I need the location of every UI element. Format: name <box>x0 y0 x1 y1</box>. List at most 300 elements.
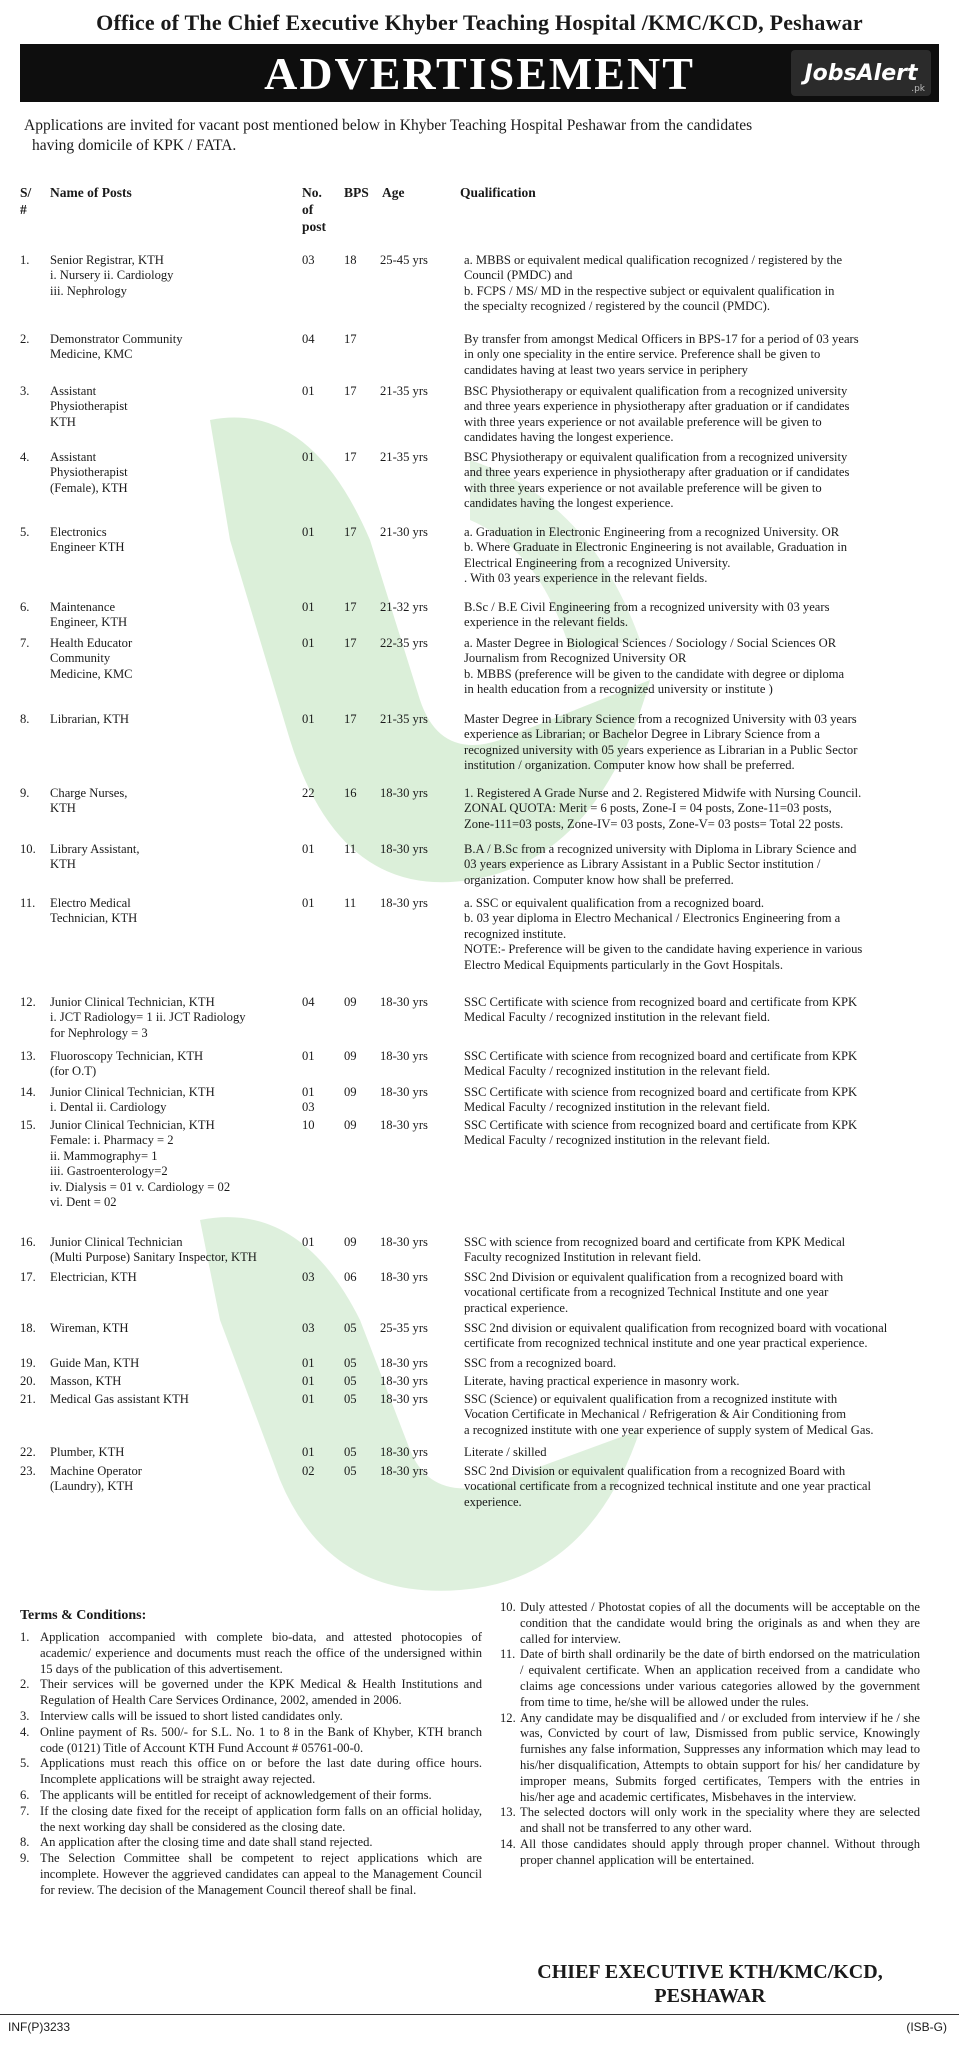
cell-line: experience. <box>464 1494 522 1509</box>
cell-age: 18-30 yrs <box>380 842 428 856</box>
cell-line: 01 <box>302 1049 315 1063</box>
cell-num: 20. <box>20 1374 36 1388</box>
cell-num: 23. <box>20 1464 36 1478</box>
cell-num: 6. <box>20 600 30 614</box>
term-text: Interview calls will be issued to short listed candidates only. <box>40 1708 343 1723</box>
cell-line: organization. Computer know how shall be preferred. <box>464 872 734 887</box>
cell-num: 9. <box>20 786 30 800</box>
cell-line: 01 <box>302 1356 315 1370</box>
signature-block <box>500 1960 920 2008</box>
cell-age: 21-35 yrs <box>380 450 428 464</box>
cell-no <box>302 384 342 399</box>
cell-line: Literate, having practical experience in masonry work. <box>464 1374 740 1388</box>
cell-line: 01 <box>302 712 315 726</box>
cell-name <box>50 896 290 927</box>
cell-line: Plumber, KTH <box>50 1445 125 1459</box>
cell-line: Medical Gas assistant KTH <box>50 1392 189 1406</box>
cell-no <box>302 1270 342 1285</box>
cell-bps: 05 <box>344 1392 357 1406</box>
cell-line: 01 <box>302 636 315 650</box>
cell-line: a. Graduation in Electronic Engineering from a recognized University. OR <box>464 525 840 539</box>
cell-line: (for O.T) <box>50 1064 97 1079</box>
term-number: 7. <box>20 1803 30 1818</box>
cell-bps: 09 <box>344 1049 357 1063</box>
cell-no <box>302 995 342 1010</box>
cell-line: experience as Librarian; or Bachelor Degree in Library Science from a <box>464 727 820 742</box>
cell-num: 2. <box>20 332 30 346</box>
cell-line: SSC 2nd Division or equivalent qualification from a recognized Board with <box>464 1464 846 1478</box>
cell-line: Junior Clinical Technician, KTH <box>50 1118 215 1132</box>
cell-line: ZONAL QUOTA: Merit = 6 posts, Zone-I = 04 posts, Zone-11=03 posts, <box>464 801 832 816</box>
cell-line: (Multi Purpose) Sanitary Inspector, KTH <box>50 1250 257 1265</box>
cell-no <box>302 1049 342 1064</box>
cell-age: 18-30 yrs <box>380 1392 428 1406</box>
cell-bps: 05 <box>344 1464 357 1478</box>
cell-num: 19. <box>20 1356 36 1370</box>
term-text: The Selection Committee shall be competent to reject applications which are incomplete. However the aggrieved candidates can appeal to the Management Council for review. The decision of the Management Council thereof shall be final. <box>40 1851 482 1897</box>
term-number: 5. <box>20 1756 30 1771</box>
cell-age: 18-30 yrs <box>380 1464 428 1478</box>
cell-line: By transfer from amongst Medical Officers in BPS-17 for a period of 03 years <box>464 332 859 346</box>
cell-line: 01 <box>302 600 315 614</box>
cell-qual <box>464 600 940 631</box>
cell-no <box>302 896 342 911</box>
cell-line: Medicine, KMC <box>50 347 133 362</box>
cell-qual <box>464 1392 940 1438</box>
term-item <box>500 1711 920 1806</box>
cell-qual <box>464 1321 940 1352</box>
cell-line: Demonstrator Community <box>50 332 183 346</box>
header-no <box>302 184 326 235</box>
cell-line: for Nephrology = 3 <box>50 1025 148 1040</box>
cell-num: 18. <box>20 1321 36 1335</box>
cell-name <box>50 332 290 363</box>
signature-line-2: PESHAWAR <box>654 1985 766 2007</box>
cell-name <box>50 1270 290 1285</box>
cell-line: 03 <box>302 1270 315 1284</box>
cell-num: 7. <box>20 636 30 650</box>
cell-name <box>50 1118 290 1210</box>
term-text: If the closing date fixed for the receipt of application form falls on an official holiday, the next working day shall be considered as the closing date. <box>40 1803 482 1834</box>
cell-line: b. FCPS / MS/ MD in the respective subject or equivalent qualification in <box>464 283 835 298</box>
cell-line: b. Where Graduate in Electronic Engineering is not available, Graduation in <box>464 540 848 555</box>
cell-line: 01 <box>302 1235 315 1249</box>
cell-line: the specialty recognized / registered by the council (PMDC). <box>464 299 771 314</box>
cell-name <box>50 1235 290 1266</box>
cell-name <box>50 253 290 299</box>
cell-line: Engineer, KTH <box>50 615 128 630</box>
cell-line: SSC Certificate with science from recognized board and certificate from KPK <box>464 1085 858 1099</box>
cell-line: Council (PMDC) and <box>464 268 573 283</box>
cell-no <box>302 786 342 801</box>
term-text: Online payment of Rs. 500/- for S.L. No. 1 to 8 in the Bank of Khyber, KTH branch code (0121) Title of Account KTH Fund Account # 05761-00-0. <box>40 1724 482 1755</box>
cell-num: 4. <box>20 450 30 464</box>
cell-bps: 05 <box>344 1356 357 1370</box>
cell-no <box>302 1085 342 1116</box>
cell-line: Machine Operator <box>50 1464 142 1478</box>
cell-num: 15. <box>20 1118 36 1132</box>
cell-no <box>302 712 342 727</box>
term-number: 8. <box>20 1835 30 1850</box>
cell-line: Faculty recognized Institution in relevant field. <box>464 1250 702 1265</box>
cell-line: Electro Medical Equipments particularly in the Govt Hospitals. <box>464 957 783 972</box>
cell-line: 02 <box>302 1464 315 1478</box>
cell-line: Medicine, KMC <box>50 666 133 681</box>
cell-line: Literate / skilled <box>464 1445 547 1459</box>
cell-age: 18-30 yrs <box>380 786 428 800</box>
header-sno-2: # <box>20 202 27 217</box>
cell-line: B.Sc / B.E Civil Engineering from a recognized university with 03 years <box>464 600 830 614</box>
cell-bps: 16 <box>344 786 357 800</box>
cell-bps: 18 <box>344 253 357 267</box>
term-number: 14. <box>500 1836 516 1851</box>
cell-name <box>50 1392 290 1407</box>
term-number: 12. <box>500 1710 516 1725</box>
cell-age: 18-30 yrs <box>380 1049 428 1063</box>
cell-line: Health Educator <box>50 636 133 650</box>
cell-bps: 09 <box>344 1085 357 1099</box>
cell-line: 03 <box>302 253 315 267</box>
cell-line: Maintenance <box>50 600 116 614</box>
term-number: 13. <box>500 1805 516 1820</box>
cell-line: Journalism from Recognized University OR <box>464 651 687 666</box>
term-text: The selected doctors will only work in the speciality where they are selected and shall not be transferred to any other ward. <box>520 1805 920 1836</box>
cell-line: 10 <box>302 1118 315 1132</box>
logo-text: JobsAlert <box>804 60 918 86</box>
cell-line: iii. Nephrology <box>50 283 127 298</box>
term-number: 4. <box>20 1724 30 1739</box>
cell-no <box>302 332 342 347</box>
term-text: Their services will be governed under the KPK Medical & Health Institutions and Regulation of Health Care Services Ordinance, 2002, amended in 2006. <box>40 1677 482 1708</box>
term-item <box>20 1851 482 1898</box>
cell-line: SSC from a recognized board. <box>464 1356 617 1370</box>
cell-num: 14. <box>20 1085 36 1099</box>
cell-line: Fluoroscopy Technician, KTH <box>50 1049 204 1063</box>
cell-line: b. MBBS (preference will be given to the candidate with degree or diploma <box>464 666 845 681</box>
cell-qual <box>464 636 940 698</box>
cell-bps: 09 <box>344 1118 357 1132</box>
cell-bps: 09 <box>344 995 357 1009</box>
cell-line: Librarian, KTH <box>50 712 130 726</box>
cell-qual <box>464 842 940 888</box>
cell-qual <box>464 1085 940 1116</box>
cell-line: experience in the relevant fields. <box>464 615 628 630</box>
cell-num: 10. <box>20 842 36 856</box>
cell-name <box>50 995 290 1041</box>
header-no-1: No. <box>302 185 322 200</box>
cell-bps: 17 <box>344 636 357 650</box>
header-no-3: post <box>302 219 327 234</box>
cell-no <box>302 636 342 651</box>
cell-line: Library Assistant, <box>50 842 140 856</box>
cell-line: Zone-111=03 posts, Zone-IV= 03 posts, Zone-V= 03 posts= Total 22 posts. <box>464 816 844 831</box>
term-item <box>20 1725 482 1757</box>
header-no-2: of <box>302 202 314 217</box>
cell-line: KTH <box>50 801 76 816</box>
cell-line: Electronics <box>50 525 107 539</box>
cell-line: in health education from a recognized university or institute ) <box>464 682 773 697</box>
cell-line: candidates having the longest experience. <box>464 496 674 511</box>
cell-line: SSC (Science) or equivalent qualification from a recognized institute with <box>464 1392 838 1406</box>
cell-line: a. Master Degree in Biological Sciences / Sociology / Social Sciences OR <box>464 636 837 650</box>
cell-qual <box>464 995 940 1026</box>
cell-line: and three years experience in physiotherapy after graduation or if candidates <box>464 399 850 414</box>
footer-rule <box>0 2014 959 2015</box>
cell-qual <box>464 332 940 378</box>
cell-bps: 17 <box>344 332 357 346</box>
term-text: Date of birth shall ordinarily be the date of birth endorsed on the matriculation / equivalent certificate. When an application received from a candidate who claims age concessions under various categories allowed by the government from time to time, he/she will be allowed under the rules. <box>520 1647 920 1709</box>
footer-code-left: INF(P)3233 <box>8 2020 71 2034</box>
cell-line: 03 <box>302 1100 315 1115</box>
cell-name <box>50 1445 290 1460</box>
term-item <box>20 1677 482 1709</box>
cell-line: Charge Nurses, <box>50 786 128 800</box>
cell-line: i. JCT Radiology= 1 ii. JCT Radiology <box>50 1010 246 1025</box>
cell-line: SSC Certificate with science from recognized board and certificate from KPK <box>464 995 858 1009</box>
cell-line: with three years experience or not available preference will be given to <box>464 480 822 495</box>
cell-bps: 17 <box>344 450 357 464</box>
cell-name <box>50 1356 290 1371</box>
cell-line: SSC with science from recognized board and certificate from KPK Medical <box>464 1235 846 1249</box>
cell-bps: 09 <box>344 1235 357 1249</box>
cell-age: 18-30 yrs <box>380 1270 428 1284</box>
cell-line: 01 <box>302 842 315 856</box>
cell-line: Engineer KTH <box>50 540 125 555</box>
cell-age: 18-30 yrs <box>380 1445 428 1459</box>
cell-line: certificate from recognized technical institute and one year practical experience. <box>464 1336 868 1351</box>
cell-line: b. 03 year diploma in Electro Mechanical / Electronics Engineering from a <box>464 911 841 926</box>
terms-right-column <box>500 1600 920 1869</box>
cell-line: 01 <box>302 450 315 464</box>
signature-line-1: CHIEF EXECUTIVE KTH/KMC/KCD, <box>537 1961 883 1983</box>
cell-age: 25-35 yrs <box>380 1321 428 1335</box>
cell-no <box>302 1235 342 1250</box>
cell-line: vocational certificate from a recognized technical institute and one year practical <box>464 1479 871 1494</box>
cell-name <box>50 1374 290 1389</box>
cell-bps: 05 <box>344 1445 357 1459</box>
cell-line: Senior Registrar, KTH <box>50 253 164 267</box>
cell-age: 18-30 yrs <box>380 1356 428 1370</box>
cell-line: i. Dental ii. Cardiology <box>50 1100 167 1115</box>
cell-line: Junior Clinical Technician <box>50 1235 183 1249</box>
cell-num: 12. <box>20 995 36 1009</box>
cell-name <box>50 1321 290 1336</box>
office-title: Office of The Chief Executive Khyber Teaching Hospital /KMC/KCD, Peshawar <box>96 10 863 35</box>
cell-line: Junior Clinical Technician, KTH <box>50 995 215 1009</box>
cell-line: Assistant <box>50 384 97 398</box>
cell-age: 18-30 yrs <box>380 1374 428 1388</box>
cell-num: 16. <box>20 1235 36 1249</box>
term-item <box>20 1804 482 1836</box>
term-number: 1. <box>20 1630 30 1644</box>
term-number: 10. <box>500 1600 516 1614</box>
jobsalert-logo <box>791 50 931 96</box>
term-number: 2. <box>20 1677 30 1692</box>
cell-line: vi. Dent = 02 <box>50 1195 117 1210</box>
cell-line: SSC Certificate with science from recognized board and certificate from KPK <box>464 1118 858 1132</box>
cell-line: 04 <box>302 332 315 346</box>
cell-num: 21. <box>20 1392 36 1406</box>
cell-qual <box>464 786 940 832</box>
cell-no <box>302 600 342 615</box>
cell-line: with three years experience or not available preference will be given to <box>464 414 822 429</box>
advertisement-banner <box>20 44 939 102</box>
term-item <box>20 1709 482 1725</box>
term-number: 6. <box>20 1787 30 1802</box>
cell-bps: 17 <box>344 525 357 539</box>
header-sno <box>20 184 31 218</box>
cell-qual <box>464 384 940 446</box>
cell-no <box>302 1374 342 1389</box>
cell-bps: 17 <box>344 384 357 398</box>
cell-line: iv. Dialysis = 01 v. Cardiology = 02 <box>50 1179 231 1194</box>
cell-line: Medical Faculty / recognized institution in the relevant field. <box>464 1064 771 1079</box>
cell-bps: 05 <box>344 1321 357 1335</box>
cell-line: ii. Mammography= 1 <box>50 1148 158 1163</box>
cell-line: Medical Faculty / recognized institution in the relevant field. <box>464 1100 771 1115</box>
footer-code-right: (ISB-G) <box>906 2020 947 2034</box>
term-item <box>500 1647 920 1710</box>
cell-qual <box>464 1445 940 1460</box>
cell-line: Masson, KTH <box>50 1374 122 1388</box>
term-number: 9. <box>20 1851 30 1866</box>
cell-line: Master Degree in Library Science from a recognized University with 03 years <box>464 712 857 726</box>
term-text: Duly attested / Photostat copies of all the documents will be acceptable on the condition that the candidate would bring the originals as and when they are called for interview. <box>520 1600 920 1646</box>
header-age: Age <box>382 185 405 200</box>
cell-line: 04 <box>302 995 315 1009</box>
cell-line: i. Nursery ii. Cardiology <box>50 268 174 283</box>
cell-line: 01 <box>302 1392 315 1406</box>
logo-sub: .pk <box>911 84 925 94</box>
cell-line: candidates having the longest experience. <box>464 430 674 445</box>
cell-line: Technician, KTH <box>50 911 138 926</box>
cell-no <box>302 842 342 857</box>
cell-qual <box>464 896 940 973</box>
cell-name <box>50 712 290 727</box>
cell-line: 01 <box>302 1374 315 1388</box>
cell-no <box>302 1356 342 1371</box>
cell-num: 13. <box>20 1049 36 1063</box>
cell-line: vocational certificate from a recognized Technical Institute and one year <box>464 1285 829 1300</box>
term-item <box>20 1756 482 1788</box>
cell-line: (Laundry), KTH <box>50 1479 134 1494</box>
cell-qual <box>464 525 940 587</box>
cell-age: 22-35 yrs <box>380 636 428 650</box>
cell-line: Female: i. Pharmacy = 2 <box>50 1133 174 1148</box>
cell-num: 3. <box>20 384 30 398</box>
cell-line: Wireman, KTH <box>50 1321 129 1335</box>
banner-title: ADVERTISEMENT <box>264 47 695 99</box>
header-name: Name of Posts <box>50 185 132 200</box>
term-number: 3. <box>20 1708 30 1723</box>
cell-line: 03 <box>302 1321 315 1335</box>
cell-line: 1. Registered A Grade Nurse and 2. Registered Midwife with Nursing Council. <box>464 786 862 800</box>
cell-age: 21-35 yrs <box>380 384 428 398</box>
term-number: 11. <box>500 1647 516 1662</box>
cell-line: Community <box>50 651 111 666</box>
cell-line: BSC Physiotherapy or equivalent qualification from a recognized university <box>464 450 848 464</box>
cell-line: . With 03 years experience in the relevant fields. <box>464 571 708 586</box>
cell-line: SSC 2nd Division or equivalent qualification from a recognized board with <box>464 1270 844 1284</box>
cell-line: in only one speciality in the entire service. Preference shall be given to <box>464 347 821 362</box>
cell-line: BSC Physiotherapy or equivalent qualification from a recognized university <box>464 384 848 398</box>
cell-line: Guide Man, KTH <box>50 1356 140 1370</box>
cell-line: 01 <box>302 896 315 910</box>
cell-line: 01 <box>302 1085 315 1099</box>
cell-qual <box>464 712 940 774</box>
cell-bps: 11 <box>344 842 357 856</box>
cell-name <box>50 786 290 817</box>
cell-age: 25-45 yrs <box>380 253 428 267</box>
cell-line: Physiotherapist <box>50 465 128 480</box>
cell-line: Medical Faculty / recognized institution in the relevant field. <box>464 1133 771 1148</box>
cell-num: 5. <box>20 525 30 539</box>
cell-line: Medical Faculty / recognized institution in the relevant field. <box>464 1010 771 1025</box>
cell-line: B.A / B.Sc from a recognized university with Diploma in Library Science and <box>464 842 857 856</box>
cell-no <box>302 1118 342 1133</box>
cell-qual <box>464 1049 940 1080</box>
cell-name <box>50 1049 290 1080</box>
cell-qual <box>464 450 940 512</box>
cell-age: 21-32 yrs <box>380 600 428 614</box>
cell-bps: 05 <box>344 1374 357 1388</box>
terms-heading: Terms & Conditions: <box>20 1608 147 1623</box>
cell-line: SSC 2nd division or equivalent qualification from recognized board with vocational <box>464 1321 888 1335</box>
cell-bps: 06 <box>344 1270 357 1284</box>
term-text: Application accompanied with complete bio-data, and attested photocopies of academic/ experience and documents must reach the office of the undersigned within 15 days of the publication of this advertisement. <box>40 1630 482 1676</box>
cell-name <box>50 1085 290 1116</box>
cell-qual <box>464 1118 940 1149</box>
header-sno-1: S/ <box>20 185 32 200</box>
cell-line: 03 years experience as Library Assistant in a Public Sector institution / <box>464 857 821 872</box>
cell-qual <box>464 1464 940 1510</box>
cell-qual <box>464 1235 940 1266</box>
cell-no <box>302 253 342 268</box>
cell-no <box>302 1464 342 1479</box>
cell-name <box>50 600 290 631</box>
intro-line-1: Applications are invited for vacant post mentioned below in Khyber Teaching Hospital Peshawar from the candidates <box>24 117 753 134</box>
cell-age: 18-30 yrs <box>380 1118 428 1132</box>
cell-line: 01 <box>302 525 315 539</box>
cell-name <box>50 1464 290 1495</box>
cell-age: 18-30 yrs <box>380 1235 428 1249</box>
cell-qual <box>464 1374 940 1389</box>
cell-line: practical experience. <box>464 1300 569 1315</box>
term-text: Any candidate may be disqualified and / or excluded from interview if he / she was, Convicted by court of law, Dismissed from public service, Knowingly furnishes any false information, Suppresses any information which may lead to his/her disqualification, Attempts to obtain support for his/ her candidature by improper means, Submits forged certificates, Tempers with the entries in his/her age and academic certificates, Misbehaves in the interview. <box>520 1710 920 1804</box>
terms-left-column <box>20 1630 482 1899</box>
cell-line: NOTE:- Preference will be given to the candidate having experience in various <box>464 942 863 957</box>
term-item <box>20 1835 482 1851</box>
cell-line: Electrician, KTH <box>50 1270 137 1284</box>
term-text: All those candidates should apply through proper channel. Without through proper channel application will be entertained. <box>520 1836 920 1867</box>
cell-age: 21-35 yrs <box>380 712 428 726</box>
cell-bps: 17 <box>344 600 357 614</box>
cell-line: institution / organization. Computer know how shall be preferred. <box>464 758 795 773</box>
cell-line: Electrical Engineering from a recognized University. <box>464 555 731 570</box>
cell-bps: 17 <box>344 712 357 726</box>
cell-num: 8. <box>20 712 30 726</box>
term-text: Applications must reach this office on or before the last date during office hours. Incomplete applications will be straight away rejected. <box>40 1756 482 1787</box>
intro-paragraph <box>24 116 935 156</box>
term-item <box>500 1805 920 1837</box>
cell-line: and three years experience in physiotherapy after graduation or if candidates <box>464 465 850 480</box>
cell-no <box>302 450 342 465</box>
cell-name <box>50 450 290 496</box>
term-item <box>500 1837 920 1869</box>
cell-line: Assistant <box>50 450 97 464</box>
cell-num: 1. <box>20 253 30 267</box>
cell-line: 01 <box>302 384 315 398</box>
